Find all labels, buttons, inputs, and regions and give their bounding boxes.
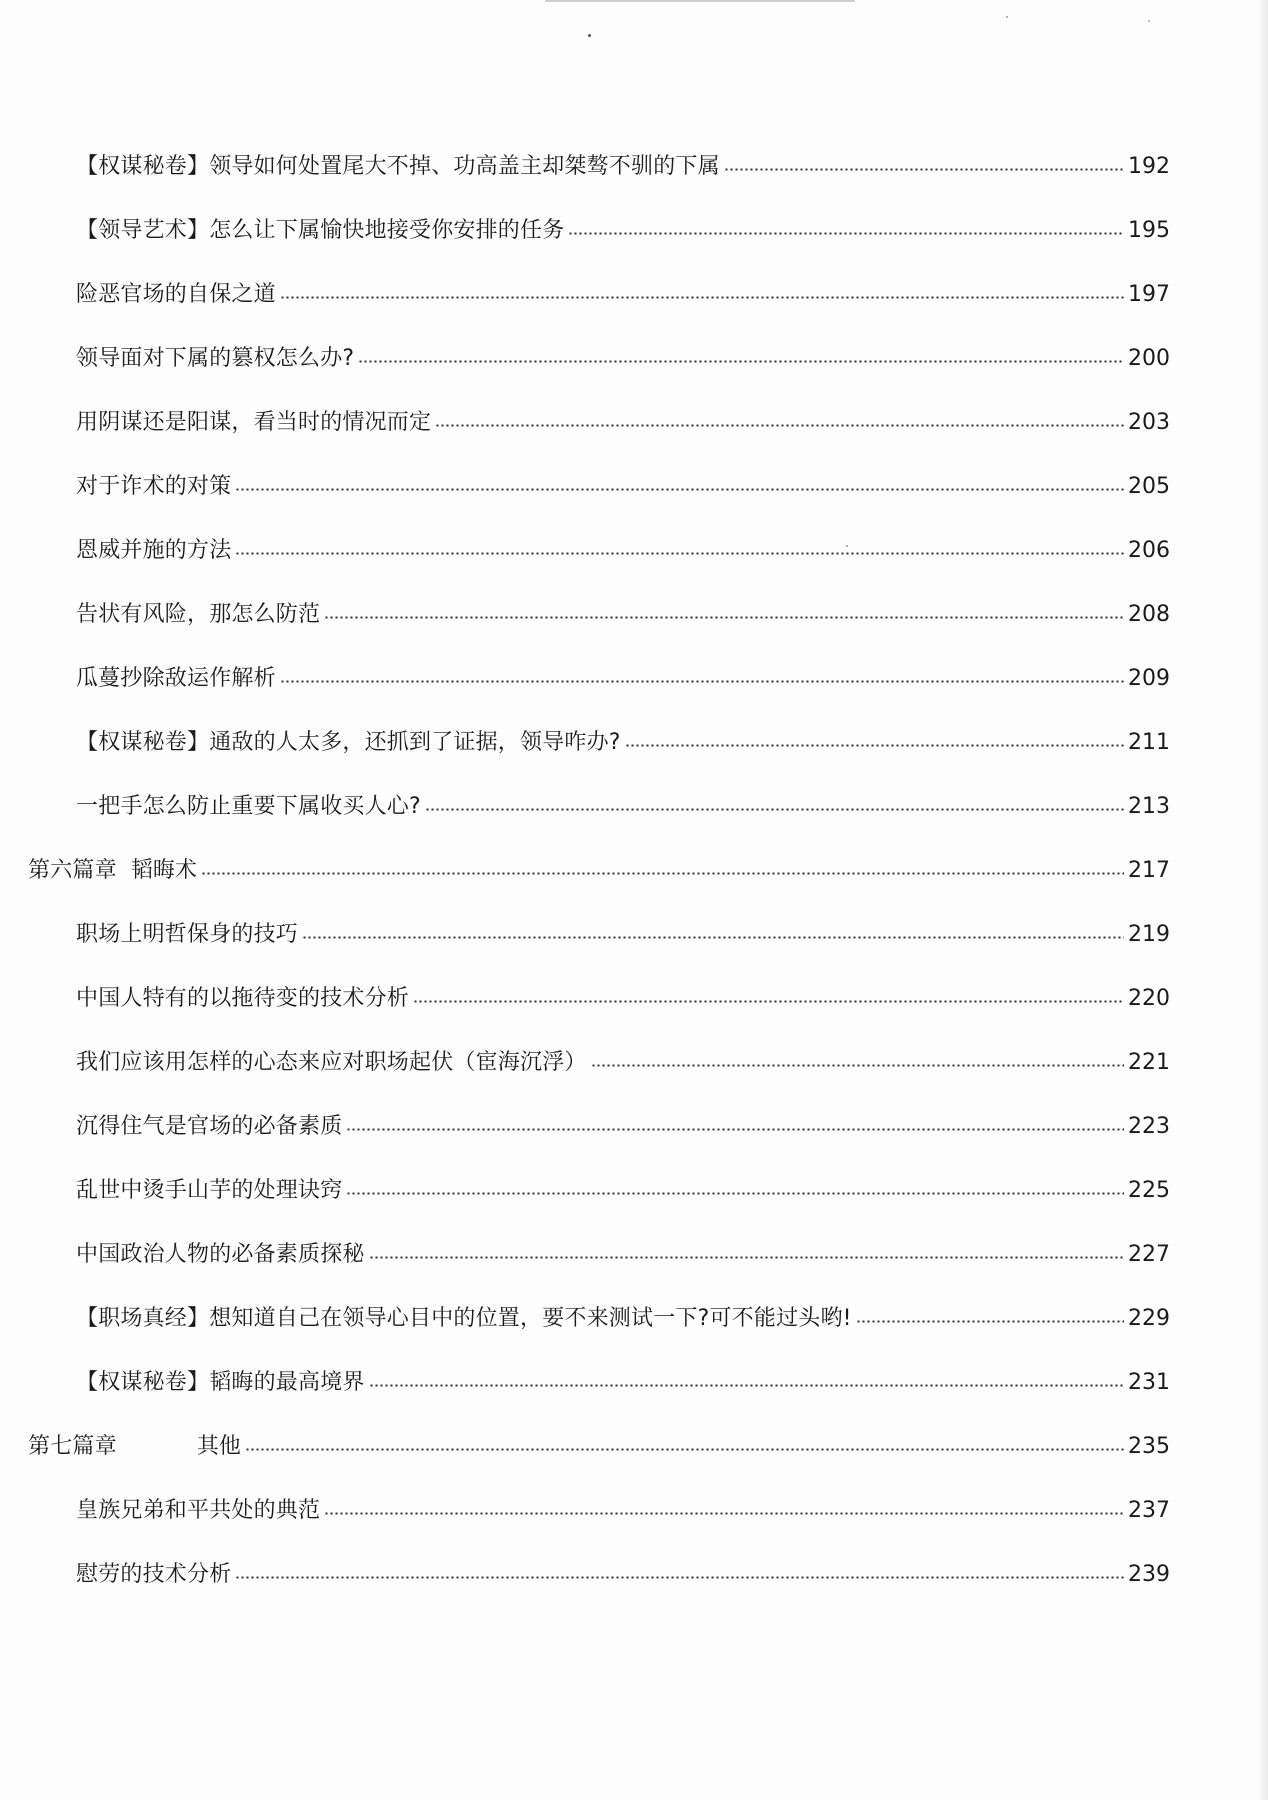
toc-entry[interactable] bbox=[76, 915, 1170, 955]
toc-entry-title: 职场上明哲保身的技巧 bbox=[76, 922, 299, 947]
dot-leader bbox=[856, 1320, 1124, 1323]
toc-page-number: 231 bbox=[1128, 1370, 1170, 1395]
toc-page-number: 209 bbox=[1128, 666, 1170, 691]
toc-entry-title: 皇族兄弟和平共处的典范 bbox=[76, 1498, 321, 1523]
toc-entry-title: 中国人特有的以拖待变的技术分析 bbox=[76, 986, 410, 1011]
toc-entry[interactable] bbox=[76, 1299, 1170, 1339]
toc-page-number: 239 bbox=[1128, 1562, 1170, 1587]
toc-page-number: 213 bbox=[1128, 794, 1170, 819]
toc-page-number: 223 bbox=[1128, 1114, 1170, 1139]
dot-leader bbox=[358, 360, 1124, 363]
toc-page-number: 229 bbox=[1128, 1306, 1170, 1331]
toc-entry-title: 【权谋秘卷】通敌的人太多，还抓到了证据，领导咋办? bbox=[76, 730, 621, 755]
toc-entry[interactable] bbox=[76, 339, 1170, 379]
toc-entry-title: 告状有风险，那怎么防范 bbox=[76, 602, 321, 627]
toc-entry-title: 【领导艺术】怎么让下属愉快地接受你安排的任务 bbox=[76, 218, 565, 243]
dot-leader bbox=[201, 872, 1124, 875]
toc-page-number: 195 bbox=[1128, 218, 1170, 243]
toc-entry-title: 瓜蔓抄除敌运作解析 bbox=[76, 666, 276, 691]
dot-leader bbox=[369, 1384, 1124, 1387]
dot-leader bbox=[324, 616, 1124, 619]
toc-chapter-heading[interactable] bbox=[28, 1427, 1170, 1467]
toc-page-number: 203 bbox=[1128, 410, 1170, 435]
toc-page-number: 205 bbox=[1128, 474, 1170, 499]
toc-entry[interactable] bbox=[76, 1555, 1170, 1595]
toc-page-number: 221 bbox=[1128, 1050, 1170, 1075]
toc-page-number: 200 bbox=[1128, 346, 1170, 371]
dot-leader bbox=[591, 1064, 1124, 1067]
dot-leader bbox=[413, 1000, 1124, 1003]
toc-entry[interactable] bbox=[76, 1363, 1170, 1403]
dot-leader bbox=[235, 552, 1124, 555]
toc-entry[interactable] bbox=[76, 659, 1170, 699]
toc-entry[interactable] bbox=[76, 1491, 1170, 1531]
toc-entry-title: 恩威并施的方法 bbox=[76, 538, 232, 563]
toc-entry[interactable] bbox=[76, 211, 1170, 251]
toc-page-number: 192 bbox=[1128, 154, 1170, 179]
chapter-label: 第六篇章 bbox=[28, 858, 117, 883]
toc-entry-title: 对于诈术的对策 bbox=[76, 474, 232, 499]
dot-leader bbox=[280, 680, 1124, 683]
dot-leader bbox=[568, 232, 1124, 235]
toc-page-number: 217 bbox=[1128, 858, 1170, 883]
toc-entry-title: 领导面对下属的篡权怎么办? bbox=[76, 346, 355, 371]
dot-leader bbox=[245, 1448, 1124, 1451]
toc-entry[interactable] bbox=[76, 403, 1170, 443]
toc-chapter-heading[interactable] bbox=[28, 851, 1170, 891]
dot-leader bbox=[369, 1256, 1124, 1259]
toc-entry[interactable] bbox=[76, 467, 1170, 507]
dot-leader bbox=[346, 1128, 1124, 1131]
toc-entry[interactable] bbox=[76, 595, 1170, 635]
dot-leader bbox=[724, 168, 1124, 171]
toc-page-number: 225 bbox=[1128, 1178, 1170, 1203]
dot-leader bbox=[324, 1512, 1124, 1515]
toc-entry[interactable] bbox=[76, 531, 1170, 571]
toc-entry[interactable] bbox=[76, 1171, 1170, 1211]
toc-page-number: 206 bbox=[1128, 538, 1170, 563]
toc-page-number: 227 bbox=[1128, 1242, 1170, 1267]
toc-page-number: 197 bbox=[1128, 282, 1170, 307]
toc-page-number: 237 bbox=[1128, 1498, 1170, 1523]
toc-entry-title: 乱世中烫手山芋的处理诀窍 bbox=[76, 1178, 343, 1203]
dot-leader bbox=[235, 488, 1124, 491]
toc-entry-title: 险恶官场的自保之道 bbox=[76, 282, 276, 307]
toc-entry[interactable] bbox=[76, 787, 1170, 827]
toc-entry[interactable] bbox=[76, 275, 1170, 315]
toc-entry-title: 中国政治人物的必备素质探秘 bbox=[76, 1242, 365, 1267]
toc-entry-title: 用阴谋还是阳谋，看当时的情况而定 bbox=[76, 410, 432, 435]
toc-page-number: 208 bbox=[1128, 602, 1170, 627]
dot-leader bbox=[235, 1576, 1124, 1579]
toc-entry-title: 【权谋秘卷】领导如何处置尾大不掉、功高盖主却桀骜不驯的下属 bbox=[76, 154, 720, 179]
toc-entry[interactable] bbox=[76, 979, 1170, 1019]
chapter-label: 第七篇章 bbox=[28, 1434, 117, 1459]
chapter-name: 韬晦术 bbox=[130, 858, 197, 883]
chapter-name: 其他 bbox=[196, 1434, 241, 1459]
dot-leader bbox=[302, 936, 1124, 939]
toc-entry-title: 慰劳的技术分析 bbox=[76, 1562, 232, 1587]
dot-leader bbox=[625, 744, 1124, 747]
toc-page-number: 219 bbox=[1128, 922, 1170, 947]
dot-leader bbox=[435, 424, 1124, 427]
toc-page-number: 220 bbox=[1128, 986, 1170, 1011]
toc-entry[interactable] bbox=[76, 147, 1170, 187]
toc-page-number: 211 bbox=[1128, 730, 1170, 755]
dot-leader bbox=[425, 808, 1124, 811]
toc-entry-title: 【职场真经】想知道自己在领导心目中的位置，要不来测试一下?可不能过头哟! bbox=[76, 1306, 852, 1331]
dot-leader bbox=[280, 296, 1124, 299]
toc-entry[interactable] bbox=[76, 723, 1170, 763]
toc-page-number: 235 bbox=[1128, 1434, 1170, 1459]
toc-entry-title: 我们应该用怎样的心态来应对职场起伏（宦海沉浮） bbox=[76, 1050, 587, 1075]
toc-entry[interactable] bbox=[76, 1043, 1170, 1083]
toc-entry-title: 一把手怎么防止重要下属收买人心? bbox=[76, 794, 421, 819]
toc-entry[interactable] bbox=[76, 1107, 1170, 1147]
toc-entry-title: 【权谋秘卷】韬晦的最高境界 bbox=[76, 1370, 365, 1395]
dot-leader bbox=[346, 1192, 1124, 1195]
toc-entry-title: 沉得住气是官场的必备素质 bbox=[76, 1114, 343, 1139]
toc-entry[interactable] bbox=[76, 1235, 1170, 1275]
